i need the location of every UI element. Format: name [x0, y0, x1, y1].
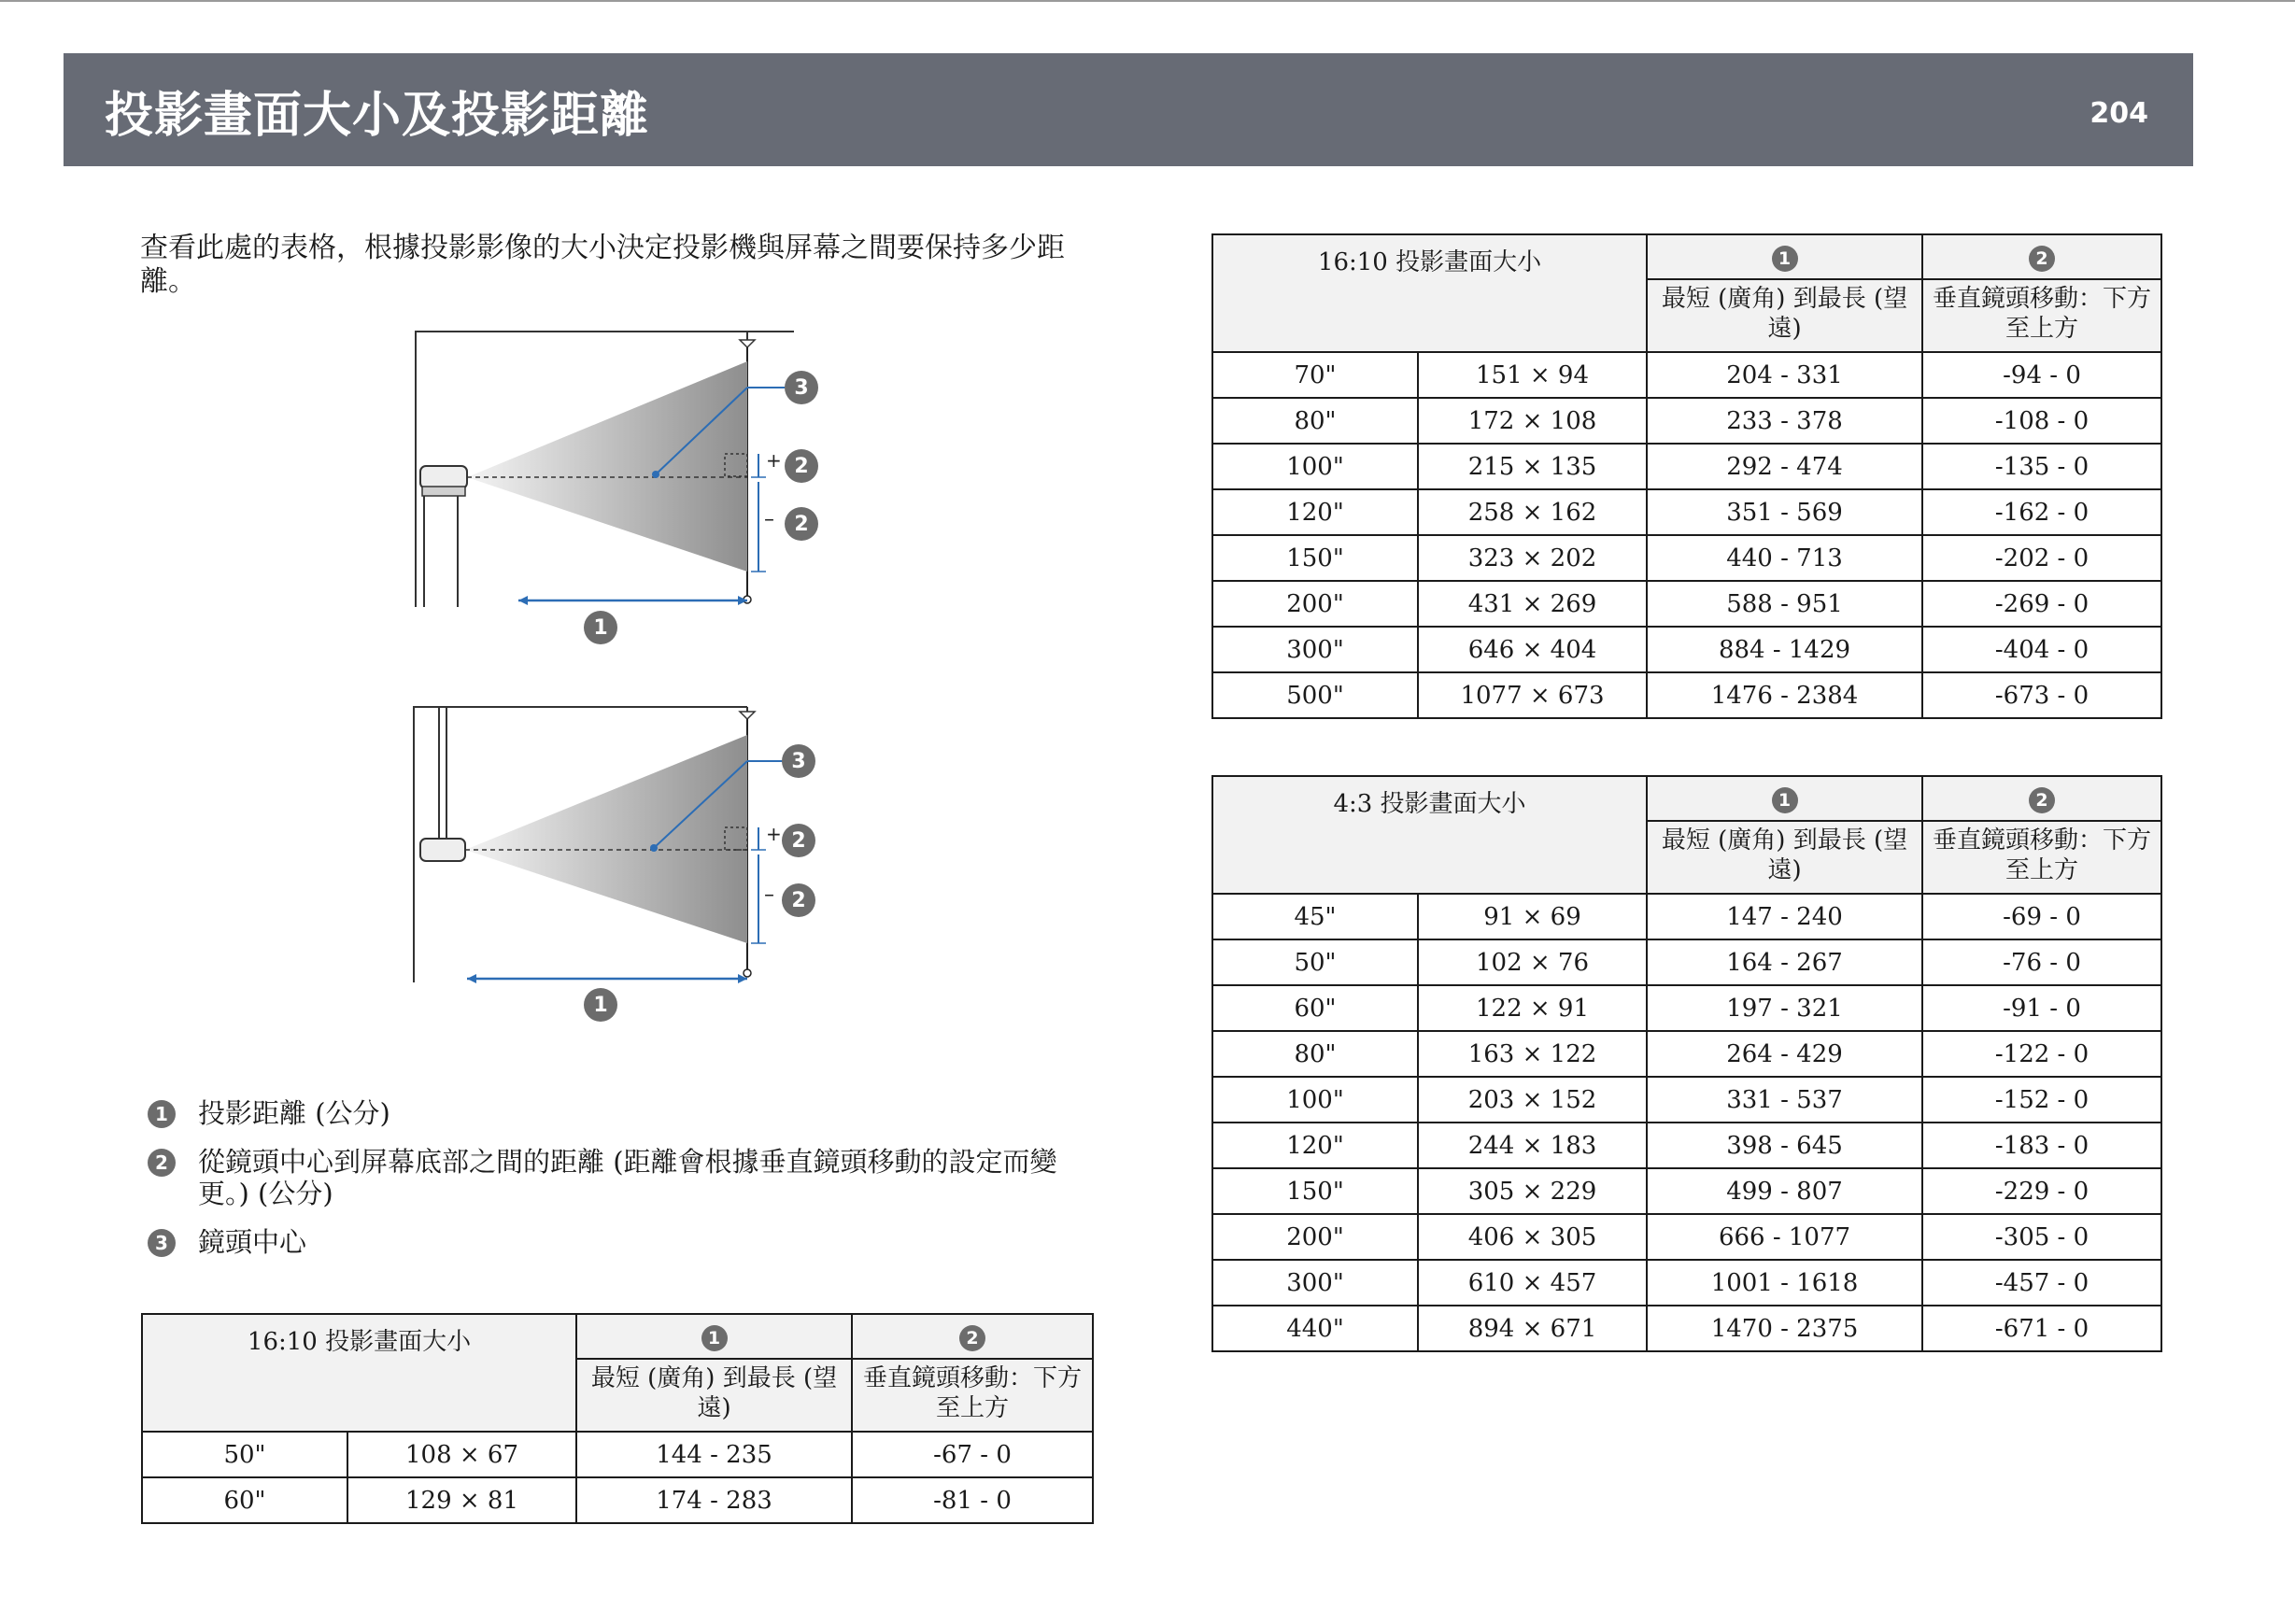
badge-2: 2 [959, 1325, 985, 1351]
cell-diagonal: 50" [142, 1432, 347, 1477]
page-title: 投影畫面大小及投影距離 [105, 88, 650, 144]
cell-dimensions: 102 × 76 [1418, 939, 1647, 985]
marker-2-plus [782, 824, 815, 857]
cell-diagonal: 120" [1212, 1123, 1418, 1168]
cell-shift: -81 - 0 [852, 1477, 1093, 1523]
cell-shift: -76 - 0 [1922, 939, 2161, 985]
table-row [1212, 1214, 2161, 1260]
cell-distance: 666 - 1077 [1647, 1214, 1922, 1260]
cell-dimensions: 151 × 94 [1418, 352, 1647, 398]
projection-beam [465, 735, 747, 943]
marker-2-plus [785, 449, 818, 483]
cell-shift: -94 - 0 [1922, 352, 2161, 398]
size-header: 16:10 投影畫面大小 [142, 1314, 576, 1432]
legend-item [148, 1146, 1082, 1209]
cell-diagonal: 150" [1212, 1168, 1418, 1214]
badge-1: 1 [1772, 787, 1798, 813]
cell-diagonal: 60" [142, 1477, 347, 1523]
table-row [1212, 894, 2161, 939]
table-row [1212, 1260, 2161, 1306]
badge-2: 2 [2029, 246, 2055, 272]
cell-distance: 204 - 331 [1647, 352, 1922, 398]
cell-dimensions: 122 × 91 [1418, 985, 1647, 1031]
cell-dimensions: 323 × 202 [1418, 535, 1647, 581]
svg-text:2: 2 [794, 513, 809, 536]
projector-icon [420, 839, 465, 861]
svg-text:1: 1 [593, 994, 608, 1017]
cell-dimensions: 163 × 122 [1418, 1031, 1647, 1077]
table-row [1212, 1031, 2161, 1077]
cell-diagonal: 120" [1212, 489, 1418, 535]
cell-diagonal: 60" [1212, 985, 1418, 1031]
cell-distance: 1476 - 2384 [1647, 672, 1922, 718]
cell-diagonal: 100" [1212, 444, 1418, 489]
badge-1: 1 [1772, 246, 1798, 272]
badge-2: 2 [2029, 787, 2055, 813]
svg-text:3: 3 [791, 750, 806, 773]
cell-distance: 440 - 713 [1647, 535, 1922, 581]
cell-distance: 292 - 474 [1647, 444, 1922, 489]
col-shift-label: 垂直鏡頭移動：下方至上方 [1922, 279, 2161, 352]
cell-distance: 144 - 235 [576, 1432, 852, 1477]
table-row [1212, 581, 2161, 627]
cell-diagonal: 300" [1212, 627, 1418, 672]
cell-shift: -671 - 0 [1922, 1306, 2161, 1351]
cell-diagonal: 70" [1212, 352, 1418, 398]
cell-distance: 174 - 283 [576, 1477, 852, 1523]
cell-distance: 233 - 378 [1647, 398, 1922, 444]
svg-text:2: 2 [794, 455, 809, 478]
projector-icon [420, 466, 467, 488]
table-row [142, 1477, 1093, 1523]
badge-1: 1 [701, 1325, 728, 1351]
cell-shift: -67 - 0 [852, 1432, 1093, 1477]
cell-distance: 351 - 569 [1647, 489, 1922, 535]
cell-distance: 1470 - 2375 [1647, 1306, 1922, 1351]
cell-dimensions: 431 × 269 [1418, 581, 1647, 627]
cell-shift: -69 - 0 [1922, 894, 2161, 939]
cell-dimensions: 215 × 135 [1418, 444, 1647, 489]
cell-diagonal: 200" [1212, 581, 1418, 627]
table-1610-bottom [141, 1313, 1094, 1524]
cell-shift: -305 - 0 [1922, 1214, 2161, 1260]
table-row [1212, 939, 2161, 985]
cell-shift: -229 - 0 [1922, 1168, 2161, 1214]
table-row [1212, 672, 2161, 718]
legend-text: 投影距離 (公分) [198, 1097, 390, 1129]
cell-shift: -135 - 0 [1922, 444, 2161, 489]
svg-text:1: 1 [593, 616, 608, 640]
cell-dimensions: 203 × 152 [1418, 1077, 1647, 1123]
cell-shift: -183 - 0 [1922, 1123, 2161, 1168]
legend-text: 從鏡頭中心到屏幕底部之間的距離 (距離會根據垂直鏡頭移動的設定而變更。) (公分) [198, 1146, 1057, 1209]
table-row [1212, 444, 2161, 489]
marker-1 [584, 611, 617, 644]
projection-beam [467, 361, 747, 572]
size-header: 16:10 投影畫面大小 [1212, 234, 1647, 352]
cell-dimensions: 244 × 183 [1418, 1123, 1647, 1168]
col-shift-label: 垂直鏡頭移動：下方至上方 [1922, 821, 2161, 894]
cell-diagonal: 440" [1212, 1306, 1418, 1351]
cell-distance: 164 - 267 [1647, 939, 1922, 985]
marker-2-minus [782, 883, 815, 917]
table-43 [1211, 775, 2162, 1352]
cell-dimensions: 91 × 69 [1418, 894, 1647, 939]
legend-item [148, 1226, 1082, 1258]
cell-dimensions: 610 × 457 [1418, 1260, 1647, 1306]
svg-text:2: 2 [791, 889, 806, 912]
cell-shift: -108 - 0 [1922, 398, 2161, 444]
cell-distance: 398 - 645 [1647, 1123, 1922, 1168]
cell-shift: -152 - 0 [1922, 1077, 2161, 1123]
cell-shift: -404 - 0 [1922, 627, 2161, 672]
cell-diagonal: 200" [1212, 1214, 1418, 1260]
cell-distance: 264 - 429 [1647, 1031, 1922, 1077]
size-header: 4:3 投影畫面大小 [1212, 776, 1647, 894]
cell-shift: -162 - 0 [1922, 489, 2161, 535]
page-number: 204 [2090, 97, 2148, 130]
table-row [1212, 535, 2161, 581]
ceiling-projection-diagram [402, 702, 850, 1029]
cell-dimensions: 258 × 162 [1418, 489, 1647, 535]
cell-diagonal: 50" [1212, 939, 1418, 985]
cell-dimensions: 172 × 108 [1418, 398, 1647, 444]
legend-text: 鏡頭中心 [198, 1226, 307, 1258]
cell-distance: 197 - 321 [1647, 985, 1922, 1031]
cell-diagonal: 300" [1212, 1260, 1418, 1306]
table-row [142, 1432, 1093, 1477]
cell-distance: 588 - 951 [1647, 581, 1922, 627]
table-row [1212, 1123, 2161, 1168]
cell-shift: -673 - 0 [1922, 672, 2161, 718]
cell-dimensions: 406 × 305 [1418, 1214, 1647, 1260]
screen-hanger-cap [740, 712, 755, 719]
cell-shift: -122 - 0 [1922, 1031, 2161, 1077]
svg-text:–: – [764, 508, 774, 531]
cell-distance: 884 - 1429 [1647, 627, 1922, 672]
col-distance-label: 最短 (廣角) 到最長 (望遠) [1647, 821, 1922, 894]
table-row [1212, 398, 2161, 444]
col-distance-label: 最短 (廣角) 到最長 (望遠) [576, 1359, 852, 1432]
table-row [1212, 1168, 2161, 1214]
cell-distance: 1001 - 1618 [1647, 1260, 1922, 1306]
cell-diagonal: 80" [1212, 1031, 1418, 1077]
marker-3 [782, 744, 815, 778]
intro-text: 查看此處的表格，根據投影影像的大小決定投影機與屏幕之間要保持多少距離。 [140, 232, 1065, 298]
cell-diagonal: 100" [1212, 1077, 1418, 1123]
table-row [1212, 985, 2161, 1031]
cell-distance: 499 - 807 [1647, 1168, 1922, 1214]
marker-2-minus [785, 507, 818, 541]
cell-dimensions: 646 × 404 [1418, 627, 1647, 672]
badge-3: 3 [148, 1229, 176, 1257]
table-row [1212, 1077, 2161, 1123]
cell-diagonal: 80" [1212, 398, 1418, 444]
col-shift-label: 垂直鏡頭移動：下方至上方 [852, 1359, 1093, 1432]
svg-text:+: + [766, 449, 782, 472]
marker-3 [785, 371, 818, 404]
cell-distance: 147 - 240 [1647, 894, 1922, 939]
svg-text:–: – [764, 883, 774, 907]
table-row [1212, 352, 2161, 398]
cell-dimensions: 305 × 229 [1418, 1168, 1647, 1214]
floor-projection-diagram [402, 327, 850, 654]
cell-shift: -269 - 0 [1922, 581, 2161, 627]
svg-text:3: 3 [794, 376, 809, 400]
col-distance-label: 最短 (廣角) 到最長 (望遠) [1647, 279, 1922, 352]
svg-text:+: + [766, 823, 782, 845]
cell-dimensions: 1077 × 673 [1418, 672, 1647, 718]
legend [148, 1097, 1082, 1275]
badge-1: 1 [148, 1100, 176, 1128]
cell-diagonal: 45" [1212, 894, 1418, 939]
cell-shift: -457 - 0 [1922, 1260, 2161, 1306]
cell-shift: -202 - 0 [1922, 535, 2161, 581]
table-row [1212, 1306, 2161, 1351]
table-1610-top [1211, 233, 2162, 719]
cell-diagonal: 500" [1212, 672, 1418, 718]
legend-item [148, 1097, 1082, 1129]
cell-dimensions: 129 × 81 [347, 1477, 576, 1523]
cell-diagonal: 150" [1212, 535, 1418, 581]
cell-distance: 331 - 537 [1647, 1077, 1922, 1123]
marker-1 [584, 988, 617, 1022]
table-row [1212, 489, 2161, 535]
table-row [1212, 627, 2161, 672]
cell-shift: -91 - 0 [1922, 985, 2161, 1031]
cell-dimensions: 894 × 671 [1418, 1306, 1647, 1351]
screen-hanger-cap [740, 340, 755, 347]
page-header [64, 53, 2193, 166]
cell-dimensions: 108 × 67 [347, 1432, 576, 1477]
badge-2: 2 [148, 1149, 176, 1177]
top-rule [0, 0, 2295, 2]
svg-text:2: 2 [791, 829, 806, 853]
